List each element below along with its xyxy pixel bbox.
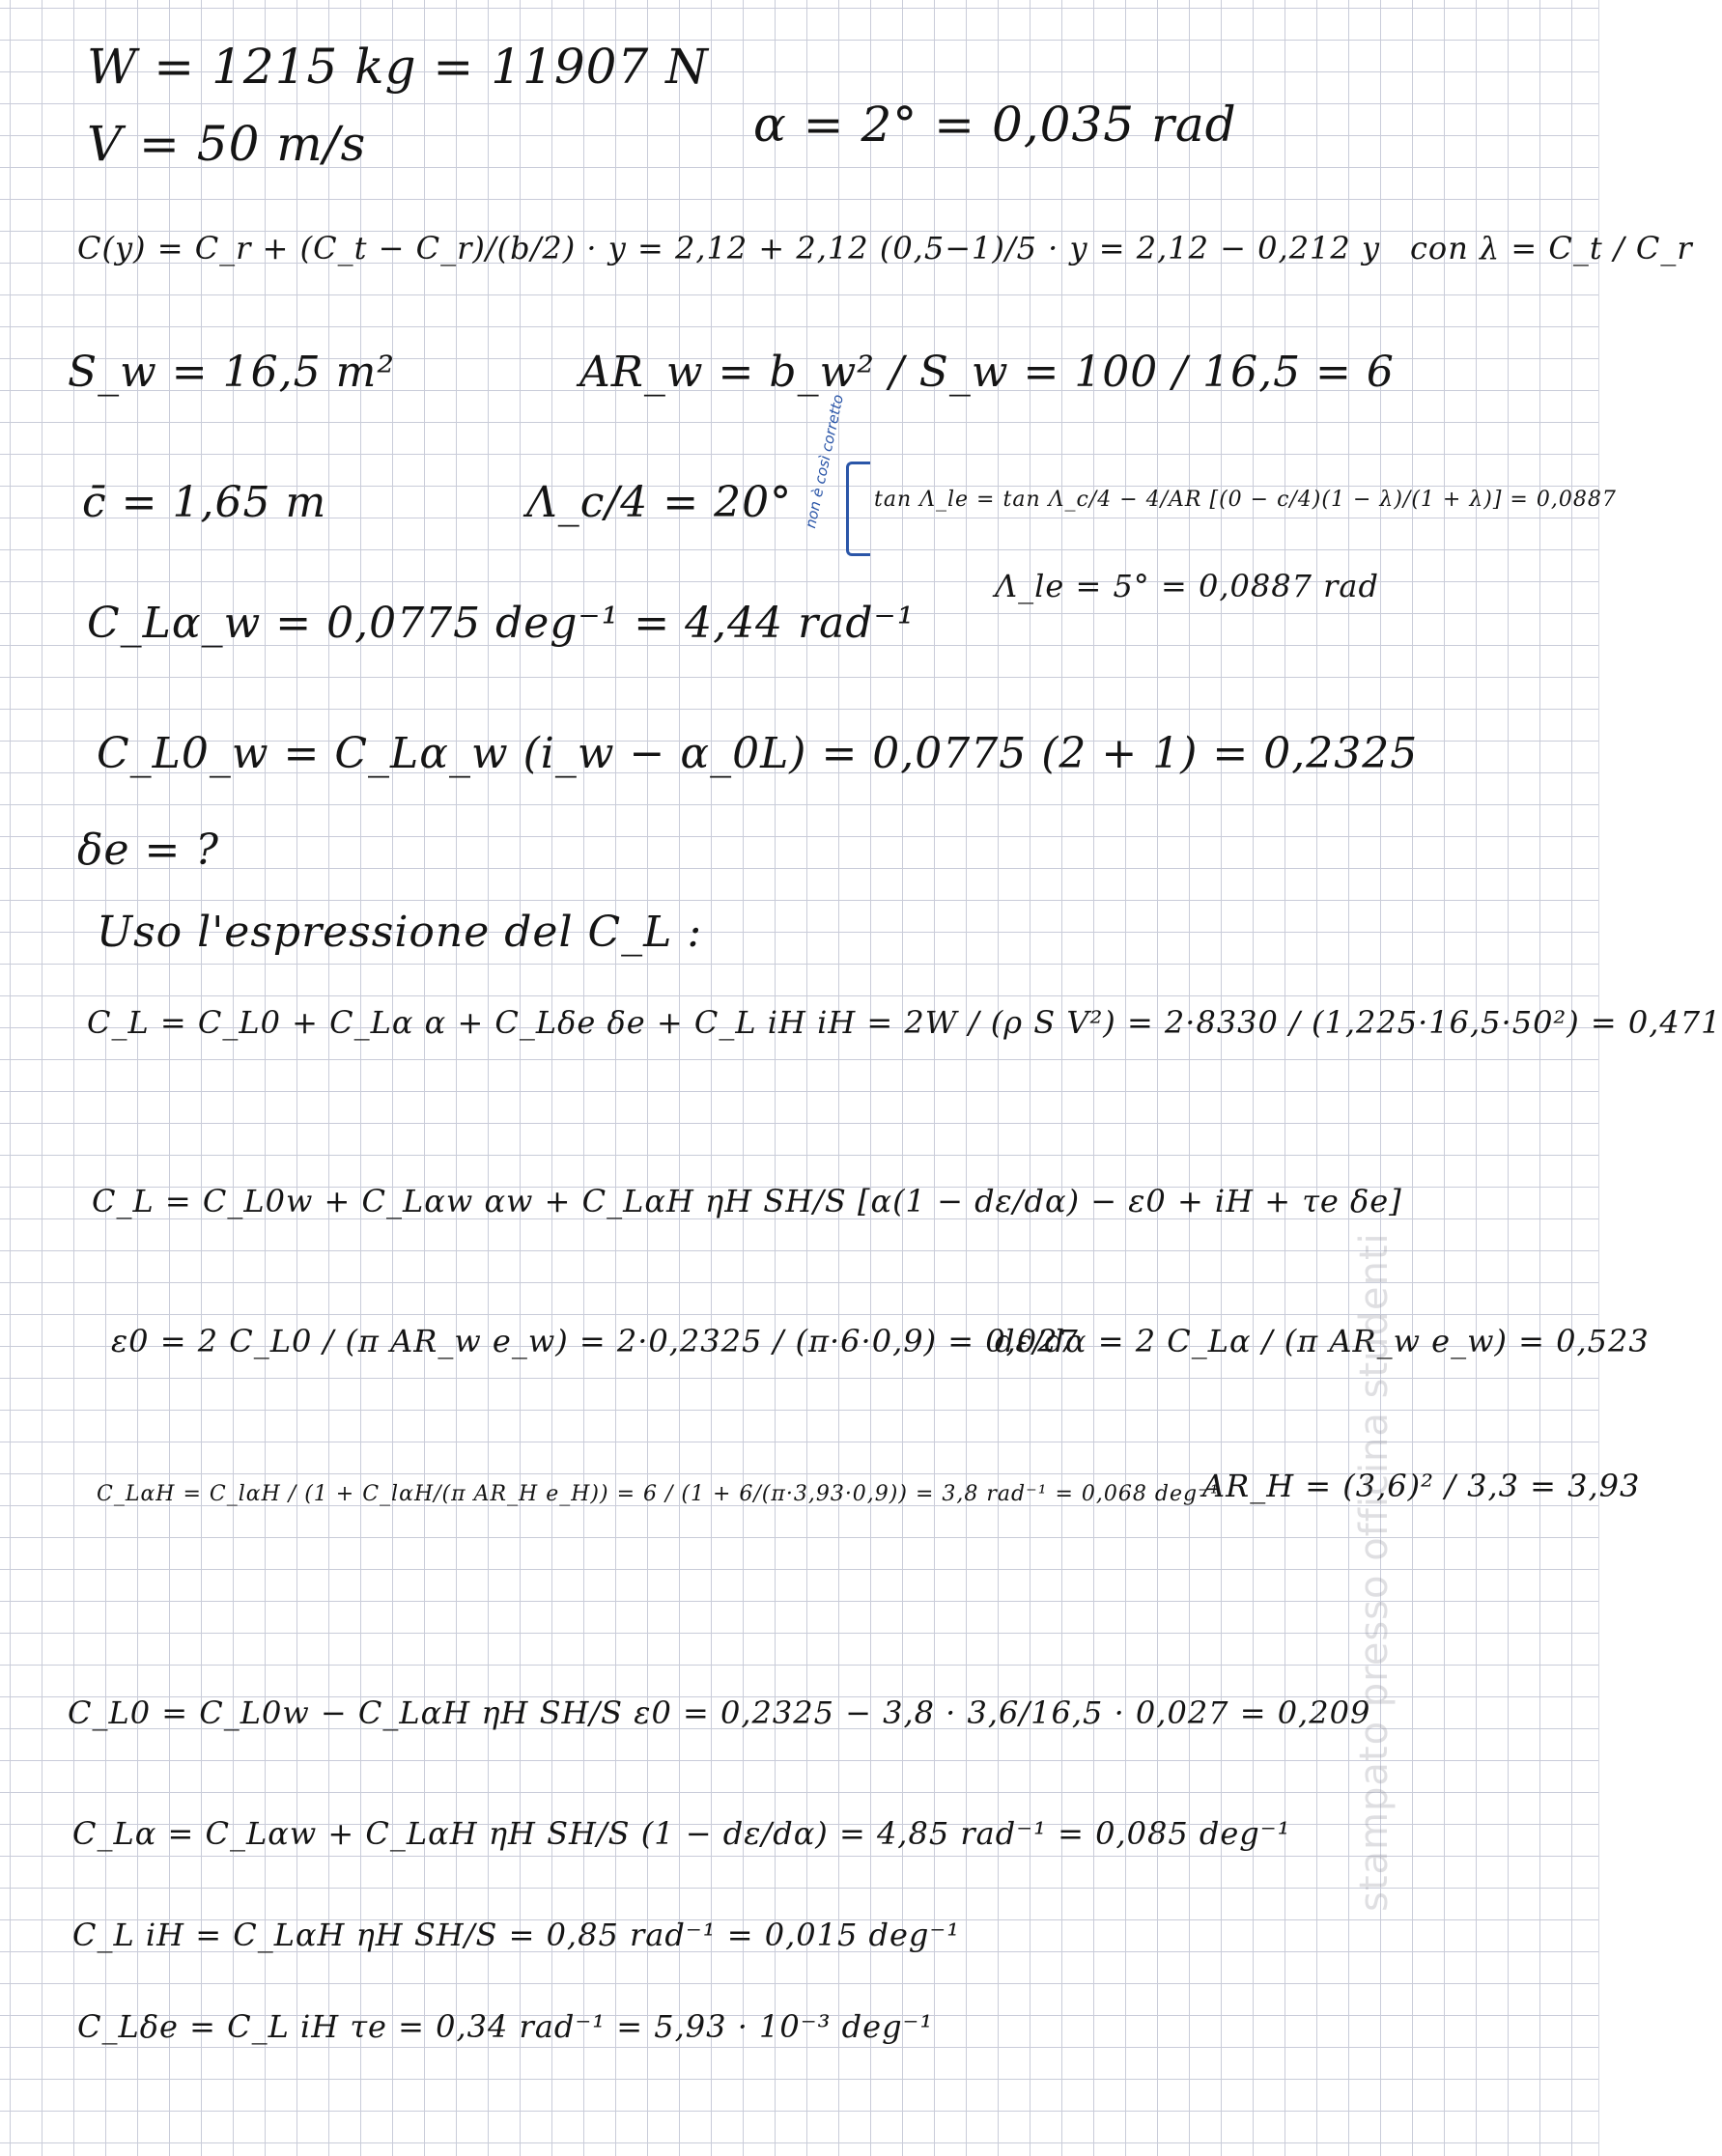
cla-line: C_Lα = C_Lαw + C_LαH ηH SH/S (1 − dε/dα) = 4,85 rad⁻¹ = 0,085 deg⁻¹	[72, 1815, 1291, 1852]
ar-h-line: AR_H = (3,6)² / 3,3 = 3,93	[1202, 1468, 1641, 1504]
cl-ih-line: C_L iH = C_LαH ηH SH/S = 0,85 rad⁻¹ = 0,015 deg⁻¹	[72, 1917, 961, 1953]
chord-law-line: C(y) = C_r + (C_t − C_r)/(b/2) · y = 2,12 + 2,12 (0,5−1)/5 · y = 2,12 − 0,212 y	[77, 230, 1381, 266]
speed-line: V = 50 m/s	[87, 116, 367, 172]
mean-chord-line: c̄ = 1,65 m	[82, 478, 327, 527]
side-note: non è così corretto	[802, 393, 847, 530]
alpha-line: α = 2° = 0,035 rad	[753, 97, 1237, 153]
aspect-ratio-line: AR_w = b_w² / S_w = 100 / 16,5 = 6	[579, 348, 1395, 397]
cl0-w-line: C_L0_w = C_Lα_w (i_w − α_0L) = 0,0775 (2 + 1) = 0,2325	[97, 729, 1419, 778]
sweep-quarter-line: Λ_c/4 = 20°	[526, 478, 793, 527]
cl0-line: C_L0 = C_L0w − C_LαH ηH SH/S ε0 = 0,2325 − 3,8 · 3,6/16,5 · 0,027 = 0,209	[68, 1694, 1371, 1731]
cl-de-line: C_Lδe = C_L iH τe = 0,34 rad⁻¹ = 5,93 · 10⁻³ deg⁻¹	[77, 2008, 934, 2045]
weight-line: W = 1215 kg = 11907 N	[87, 39, 709, 95]
wing-area-line: S_w = 16,5 m²	[68, 348, 395, 397]
uso-line: Uso l'espressione del C_L :	[97, 908, 703, 957]
sweep-le-line: Λ_le = 5° = 0,0887 rad	[995, 568, 1379, 604]
delta-e-line: δe = ?	[77, 826, 219, 875]
cl-alpha-w-line: C_Lα_w = 0,0775 deg⁻¹ = 4,44 rad⁻¹	[87, 599, 916, 648]
chord-law-note: con λ = C_t / C_r	[1410, 230, 1693, 266]
sweep-formula-line: tan Λ_le = tan Λ_c/4 − 4/AR [(0 − c/4)(1 − λ)/(1 + λ)] = 0,0887	[874, 488, 1617, 512]
side-note-bracket	[846, 462, 870, 556]
eps0-line: ε0 = 2 C_L0 / (π AR_w e_w) = 2·0,2325 / (π·6·0,9) = 0,027	[111, 1323, 1079, 1359]
cla-h-line: C_LαH = C_lαH / (1 + C_lαH/(π AR_H e_H)) = 6 / (1 + 6/(π·3,93·0,9)) = 3,8 rad⁻¹ = 0,068 deg⁻¹	[97, 1482, 1220, 1506]
cl-equation-line: C_L = C_L0 + C_Lα α + C_Lδe δe + C_L iH iH = 2W / (ρ S V²) = 2·8330 / (1,225·16,5·50²) = 0,471	[87, 1004, 1722, 1041]
deps-line: dε/dα = 2 C_Lα / (π AR_w e_w) = 0,523	[995, 1323, 1650, 1359]
cl-full-line: C_L = C_L0w + C_Lαw αw + C_LαH ηH SH/S [α(1 − dε/dα) − ε0 + iH + τe δe]	[92, 1183, 1402, 1219]
watermark: stampato presso officina studenti	[1352, 1232, 1397, 1912]
